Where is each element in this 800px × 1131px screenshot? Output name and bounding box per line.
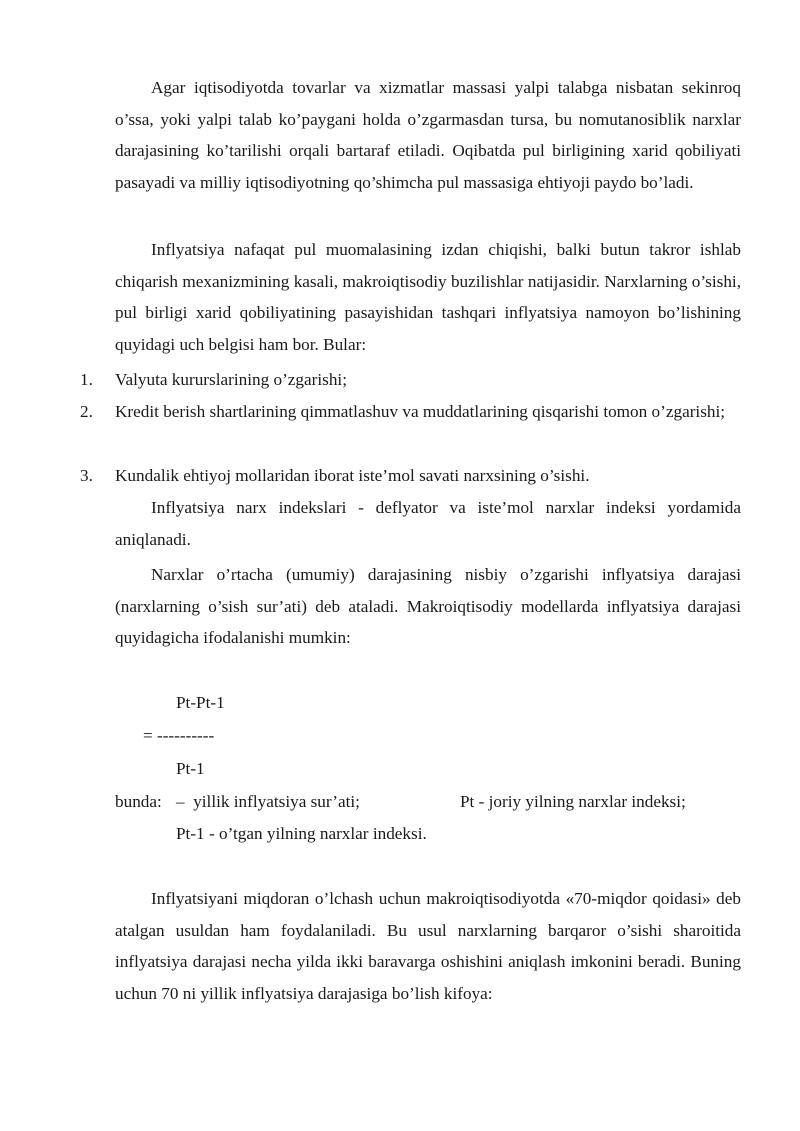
list-number: 1. — [80, 370, 93, 389]
legend-previous-index: Pt-1 - o’tgan yilning narxlar indeksi. — [176, 824, 427, 843]
list-item — [80, 396, 741, 428]
formula-numerator: Pt-Pt-1 — [176, 693, 225, 712]
list-item — [80, 364, 741, 396]
paragraph-inflation-signs: Inflyatsiya nafaqat pul muomalasining izdan chiqishi, balki butun takror ishlab chiqarish mexanizmining kasali, makroiqtisodiy buzilishlar natijasidir. Narxlarning o’sishi, pul birligi xarid qobiliyatining pasayishidan tashqari inflyatsiya namoyon bo’lishining quyidagi uch belgisi ham bor. Bular: — [115, 240, 741, 354]
paragraph-inflation-rate: Narxlar o’rtacha (umumiy) darajasining nisbiy o’zgarishi inflyatsiya darajasi (narxlarning o’sish sur’ati) deb ataladi. Makroiqtisodiy modellarda inflyatsiya darajasi quyidagicha ifodalanishi mumkin: — [115, 565, 741, 647]
paragraph-price-indices: Inflyatsiya narx indekslari - deflyator va iste’mol narxlar indeksi yordamida aniqlanadi. — [115, 498, 741, 549]
legend-prefix: bunda: — [115, 792, 162, 811]
list-text: Valyuta kururslarining o’zgarishi; — [115, 370, 347, 389]
list-text: Kredit berish shartlarining qimmatlashuv va muddatlarining qisqarishi tomon o’zgarishi; — [115, 402, 726, 421]
formula-fraction-line: = ---------- — [143, 726, 215, 745]
legend-current-index: Pt - joriy yilning narxlar indeksi; — [460, 792, 686, 811]
paragraph-money-mass: Agar iqtisodiyotda tovarlar va xizmatlar massasi yalpi talabga nisbatan sekinroq o’ssa, yoki yalpi talab ko’paygani holda o’zgarmasdan tursa, bu nomutanosiblik narxlar darajasining ko’tarilishi orqali bartaraf etiladi. Oqibatda pul birligining xarid qobiliyati pasayadi va milliy iqtisodiyotning qo’shimcha pul massasiga ehtiyoji paydo bo’ladi. — [115, 78, 741, 192]
paragraph-rule-of-70: Inflyatsiyani miqdoran o’lchash uchun makroiqtisodiyotda «70-miqdor qoidasi» deb atalgan usuldan ham foydalaniladi. Bu usul narxlarning barqaror o’sishi sharoitida inflyatsiya darajasi necha yilda ikki baravarga oshishini aniqlash imkonini beradi. Buning uchun 70 ni yillik inflyatsiya darajasiga bo’lish kifoya: — [115, 889, 741, 1003]
list-text: Kundalik ehtiyoj mollaridan iborat iste’mol savati narxsining o’sishi. — [115, 466, 590, 485]
list-number: 3. — [80, 466, 93, 485]
list-number: 2. — [80, 402, 93, 421]
formula-denominator: Pt-1 — [176, 759, 205, 778]
legend-rate: – yillik inflyatsiya sur’ati; — [176, 792, 360, 811]
list-item — [80, 460, 741, 492]
